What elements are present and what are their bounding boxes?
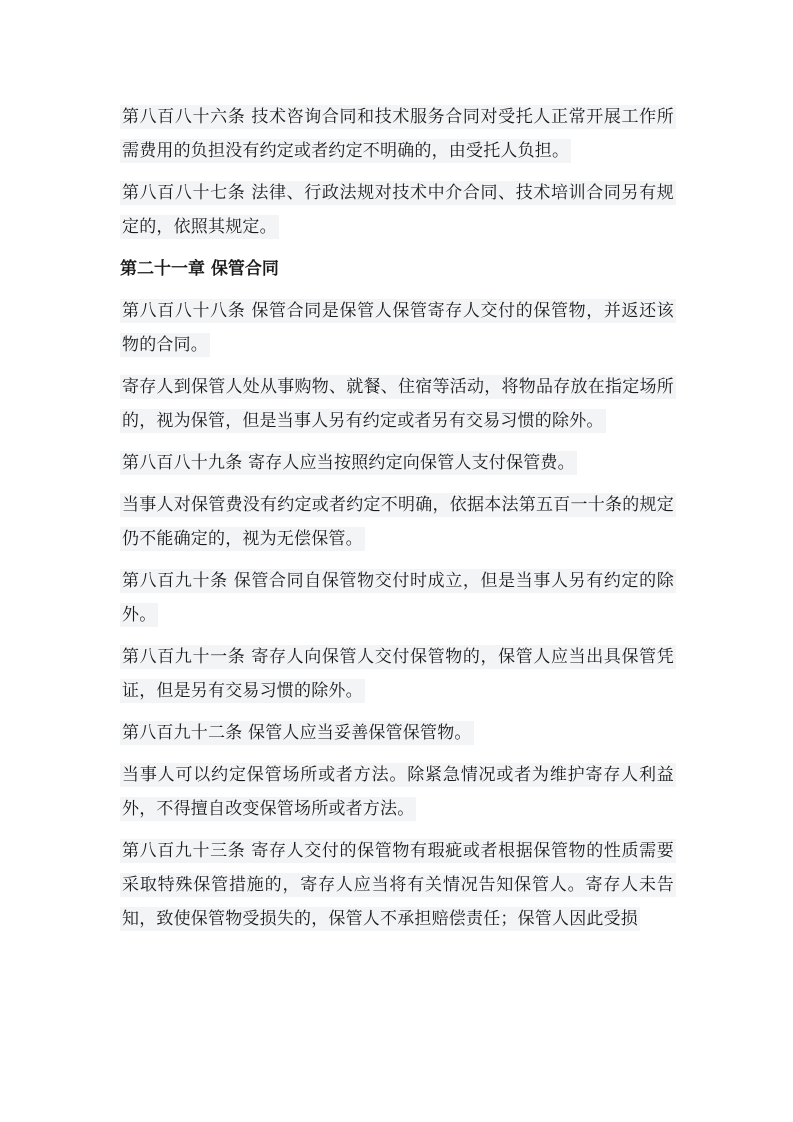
article-890-text: 第八百九十条 保管合同自保管物交付时成立，但是当事人另有约定的除外。: [122, 571, 674, 625]
article-889: [120, 446, 676, 480]
article-893: [120, 834, 676, 936]
article-893-text: 第八百九十三条 寄存人交付的保管物有瑕疵或者根据保管物的性质需要采取特殊保管措施的，寄存人应当将有关情况告知保管人。寄存人未告知，致使保管物受损失的，保管人不承担赔偿责任；保管人因此受损: [122, 841, 674, 929]
article-888-text: 第八百八十八条 保管合同是保管人保管寄存人交付的保管物，并返还该物的合同。: [122, 301, 674, 355]
article-888-clause-2: [120, 370, 676, 438]
article-889-clause-2-text: 当事人对保管费没有约定或者约定不明确，依据本法第五百一十条的规定仍不能确定的，视为无偿保管。: [122, 495, 674, 549]
chapter-heading: 第二十一章 保管合同: [120, 259, 279, 279]
article-887: [120, 176, 676, 244]
article-892-text: 第八百九十二条 保管人应当妥善保管保管物。: [122, 723, 472, 743]
article-888-clause-2-text: 寄存人到保管人处从事购物、就餐、住宿等活动，将物品存放在指定场所的，视为保管，但是当事人另有约定或者另有交易习惯的除外。: [122, 377, 674, 431]
article-886: [120, 100, 676, 168]
article-892-clause-2: [120, 758, 676, 826]
article-886-text: 第八百八十六条 技术咨询合同和技术服务合同对受托人正常开展工作所需费用的负担没有约定或者约定不明确的，由受托人负担。: [122, 107, 674, 161]
article-892: [120, 716, 676, 750]
article-889-text: 第八百八十九条 寄存人应当按照约定向保管人支付保管费。: [122, 453, 575, 473]
article-891: [120, 640, 676, 708]
article-889-clause-2: [120, 488, 676, 556]
article-892-clause-2-text: 当事人可以约定保管场所或者方法。除紧急情况或者为维护寄存人利益外，不得擅自改变保管场所或者方法。: [122, 765, 674, 819]
article-888: [120, 294, 676, 362]
article-887-text: 第八百八十七条 法律、行政法规对技术中介合同、技术培训合同另有规定的，依照其规定。: [122, 183, 674, 237]
article-891-text: 第八百九十一条 寄存人向保管人交付保管物的，保管人应当出具保管凭证，但是另有交易习惯的除外。: [122, 647, 674, 701]
article-890: [120, 564, 676, 632]
document-page: [120, 100, 676, 944]
